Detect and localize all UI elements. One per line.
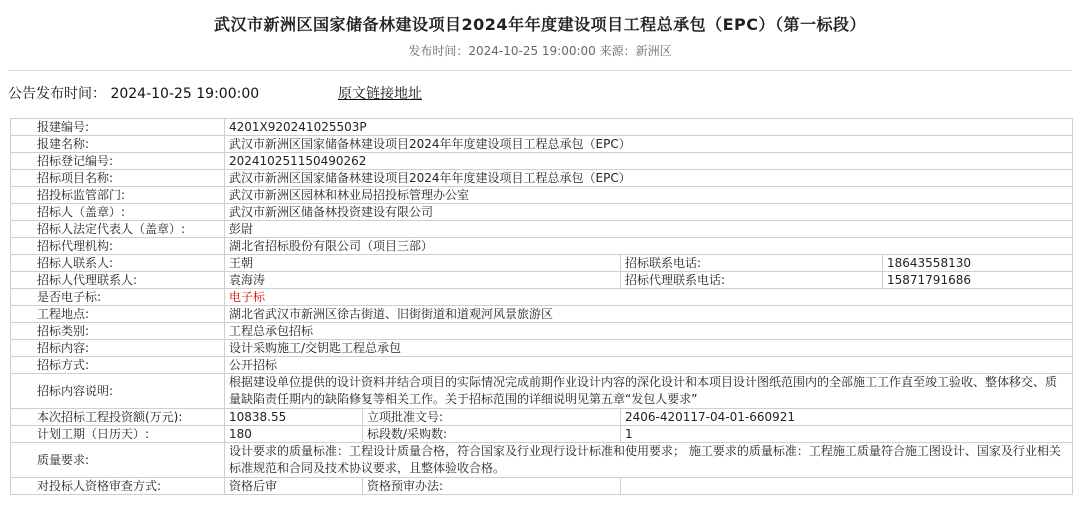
lots-value: 1 — [621, 426, 1073, 443]
table-row — [11, 357, 1073, 374]
content-desc-label: 招标内容说明: — [11, 374, 225, 409]
publish-info: 发布时间：2024-10-25 19:00:00 来源：新洲区 — [408, 44, 672, 58]
reg-no-value: 202410251150490262 — [225, 153, 1073, 170]
prequal-label: 资格预审办法: — [363, 478, 621, 495]
method-value: 公开招标 — [225, 357, 1073, 374]
table-row — [11, 426, 1073, 443]
table-row — [11, 153, 1073, 170]
legal-rep-label: 招标人法定代表人（盖章）: — [11, 221, 225, 238]
agent-contact-label: 招标人代理联系人: — [11, 272, 225, 289]
announcement-time-value: 2024-10-25 19:00:00 — [110, 86, 260, 102]
supervisor-label: 招投标监管部门: — [11, 187, 225, 204]
table-row — [11, 238, 1073, 255]
table-row — [11, 187, 1073, 204]
table-row — [11, 409, 1073, 426]
tenderer-value: 武汉市新洲区储备林投资建设有限公司 — [225, 204, 1073, 221]
contact-value: 王朝 — [225, 255, 621, 272]
location-value: 湖北省武汉市新洲区徐古街道、旧街街道和道观河风景旅游区 — [225, 306, 1073, 323]
table-row — [11, 272, 1073, 289]
contact-phone-label: 招标联系电话: — [621, 255, 883, 272]
table-row — [11, 340, 1073, 357]
content-desc-value: 根据建设单位提供的设计资料并结合项目的实际情况完成前期作业设计内容的深化设计和本项目设计图纸范围内的全部施工工作直至竣工验收、整体移交、质量缺陷责任期内的缺陷修复等相关工作。关于招标范围的详细说明见第五章“发包人要求” — [225, 374, 1073, 409]
reg-no-label: 招标登记编号: — [11, 153, 225, 170]
tenderer-label: 招标人（盖章）: — [11, 204, 225, 221]
tender-project-label: 招标项目名称: — [11, 170, 225, 187]
lots-label: 标段数/采购数: — [363, 426, 621, 443]
duration-label: 计划工期（日历天）: — [11, 426, 225, 443]
table-row — [11, 289, 1073, 306]
content-label: 招标内容: — [11, 340, 225, 357]
investment-value: 10838.55 — [225, 409, 363, 426]
announcement-label: 公告发布时间： — [8, 86, 106, 102]
review-value: 资格后审 — [225, 478, 363, 495]
bid-no-value: 4201X920241025503P — [225, 119, 1073, 136]
bid-no-label: 报建编号: — [11, 119, 225, 136]
supervisor-value: 武汉市新洲区园林和林业局招投标管理办公室 — [225, 187, 1073, 204]
investment-label: 本次招标工程投资额(万元): — [11, 409, 225, 426]
table-row — [11, 204, 1073, 221]
quality-value: 设计要求的质量标准：工程设计质量合格，符合国家及行业现行设计标准和使用要求； 施工要求的质量标准：工程施工质量符合施工图设计、国家及行业相关标准规范和合同及技术协议要求，且整体验收合格。 — [225, 443, 1073, 478]
quality-label: 质量要求: — [11, 443, 225, 478]
electronic-label: 是否电子标: — [11, 289, 225, 306]
table-row — [11, 478, 1073, 495]
prequal-value — [621, 478, 1073, 495]
table-row — [11, 374, 1073, 409]
agency-label: 招标代理机构: — [11, 238, 225, 255]
original-link[interactable]: 原文链接地址 — [338, 86, 422, 102]
tender-project-value: 武汉市新洲区国家储备林建设项目2024年年度建设项目工程总承包（EPC） — [225, 170, 1073, 187]
duration-value: 180 — [225, 426, 363, 443]
table-row — [11, 443, 1073, 478]
approval-value: 2406-420117-04-01-660921 — [621, 409, 1073, 426]
agency-value: 湖北省招标股份有限公司（项目三部） — [225, 238, 1073, 255]
table-row — [11, 136, 1073, 153]
table-row — [11, 323, 1073, 340]
approval-label: 立项批准文号: — [363, 409, 621, 426]
project-name-label: 报建名称: — [11, 136, 225, 153]
table-row — [11, 306, 1073, 323]
divider — [8, 70, 1072, 71]
page-title: 武汉市新洲区国家储备林建设项目2024年年度建设项目工程总承包（EPC）（第一标段） — [214, 15, 866, 34]
project-info-table — [10, 118, 1073, 495]
method-label: 招标方式: — [11, 357, 225, 374]
contact-label: 招标人联系人: — [11, 255, 225, 272]
review-label: 对投标人资格审查方式: — [11, 478, 225, 495]
project-name-value: 武汉市新洲区国家储备林建设项目2024年年度建设项目工程总承包（EPC） — [225, 136, 1073, 153]
announcement-time — [8, 83, 259, 103]
table-row — [11, 119, 1073, 136]
table-row — [11, 255, 1073, 272]
content-value: 设计采购施工/交钥匙工程总承包 — [225, 340, 1073, 357]
electronic-value: 电子标 — [225, 289, 1073, 306]
category-label: 招标类别: — [11, 323, 225, 340]
table-row — [11, 170, 1073, 187]
agent-phone-value: 15871791686 — [883, 272, 1073, 289]
legal-rep-value: 彭尉 — [225, 221, 1073, 238]
contact-phone-value: 18643558130 — [883, 255, 1073, 272]
category-value: 工程总承包招标 — [225, 323, 1073, 340]
location-label: 工程地点: — [11, 306, 225, 323]
table-row — [11, 221, 1073, 238]
agent-phone-label: 招标代理联系电话: — [621, 272, 883, 289]
agent-contact-value: 袁海涛 — [225, 272, 621, 289]
